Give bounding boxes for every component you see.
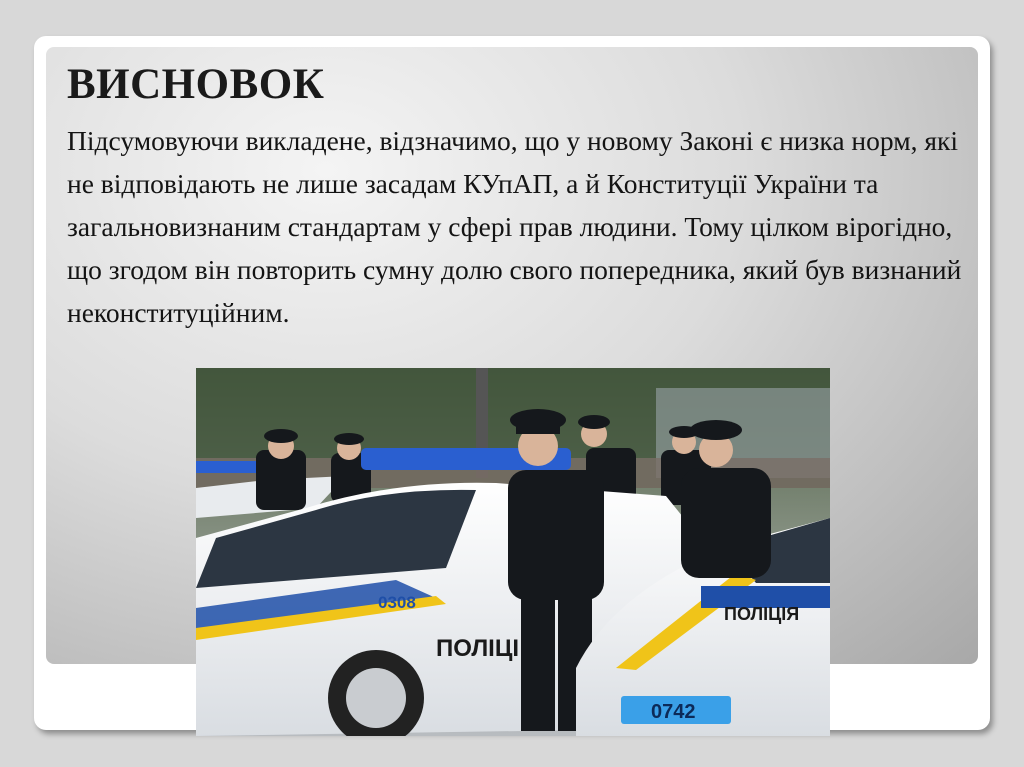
car-label-right: ПОЛІЦІЯ bbox=[724, 604, 800, 624]
police-photo bbox=[196, 368, 830, 736]
car-label-left: ПОЛІЦІ bbox=[436, 635, 520, 662]
plate-number: 0742 bbox=[651, 701, 696, 723]
car-number-left: 0308 bbox=[378, 593, 416, 612]
slide-title: ВИСНОВОК bbox=[67, 61, 325, 108]
slide-body-text: Підсумовуючи викладене, відзначимо, що у новому Законі є низка норм, які не відповідають не лише засадам КУпАП, а й Конституції України та загальновизнаним стандартам у сфері прав людини. Тому цілком вірогідно, що згодом він повторить сумну долю свого попередника, який був визнаний неконституційним. bbox=[67, 125, 962, 328]
